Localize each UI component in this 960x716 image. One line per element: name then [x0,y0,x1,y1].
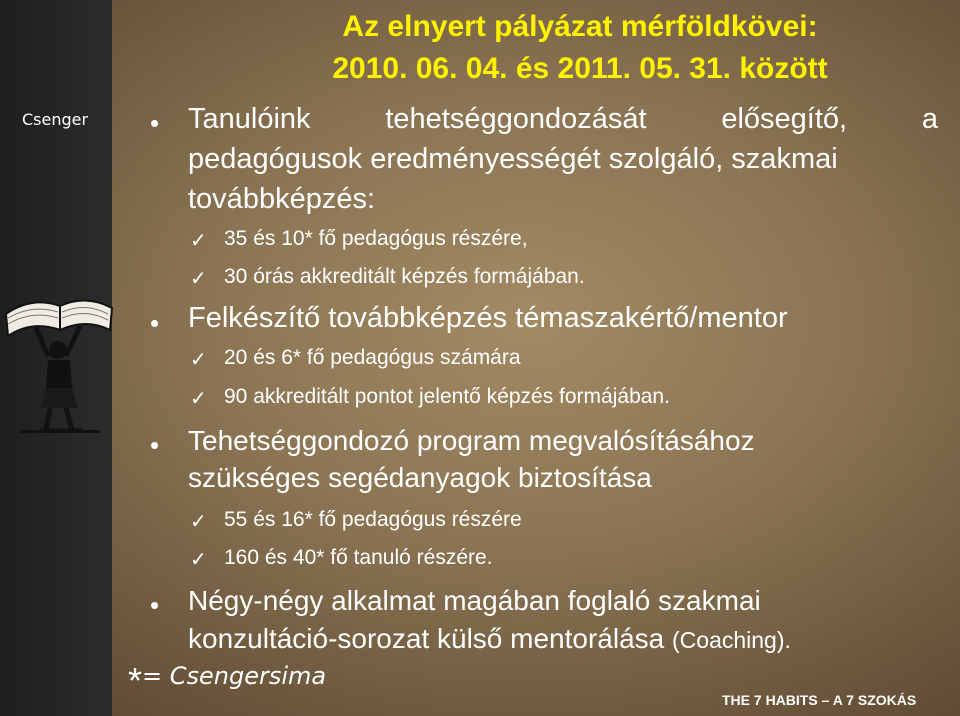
bullet-1-line-3: továbbképzés: [188,183,376,215]
bullet-2-sub-1: 20 és 6* fő pedagógus számára [224,346,521,369]
bullet-icon: • [150,430,160,460]
check-icon: ✓ [190,388,207,410]
check-icon: ✓ [190,268,207,290]
bullet-1-line-2: pedagógusok eredményességét szolgáló, szakmai [188,143,838,175]
bullet-3-sub-2: 160 és 40* fő tanuló részére. [224,546,493,569]
bullet-3-sub-1: 55 és 16* fő pedagógus részére [224,508,522,531]
footer-brand: THE 7 HABITS – A 7 SZOKÁS [722,692,917,708]
bullet-1-sub-2: 30 órás akkreditált képzés formájában. [224,265,585,288]
bullet-4-line-2: konzultáció-sorozat külső mentorálása (Coaching). [188,623,791,654]
bullet-3-line-1: Tehetséggondozó program megvalósításához [188,425,755,456]
check-icon: ✓ [190,549,207,571]
bullet-icon: • [150,308,160,338]
bullet-2-line-1: Felkészítő továbbképzés témaszakértő/mentor [188,302,788,334]
footnote-text: = Csengersima [142,662,327,690]
bullet-icon: • [150,108,160,138]
title-line-1: Az elnyert pályázat mérföldkövei: [342,10,818,43]
check-icon: ✓ [190,511,207,533]
sidebar-brand: Csenger [22,110,89,129]
bullet-1-sub-1: 35 és 10* fő pedagógus részére, [224,227,528,250]
bullet-4-line-1: Négy-négy alkalmat magában foglaló szakmai [188,585,761,616]
footnote [128,662,326,704]
bullet-3-line-2: szükséges segédanyagok biztosítása [188,462,652,493]
bullet-icon: • [150,590,160,620]
bullet-1-line-1: Tanulóink tehetséggondozását elősegítő, a [188,103,938,135]
footnote-star: * [128,660,143,701]
title-line-2: 2010. 06. 04. és 2011. 05. 31. között [332,52,828,85]
check-icon: ✓ [190,230,207,252]
check-icon: ✓ [190,349,207,371]
bullet-2-sub-2: 90 akkreditált pontot jelentő képzés formájában. [224,385,670,408]
bullet-4-tail: (Coaching). [672,627,791,653]
